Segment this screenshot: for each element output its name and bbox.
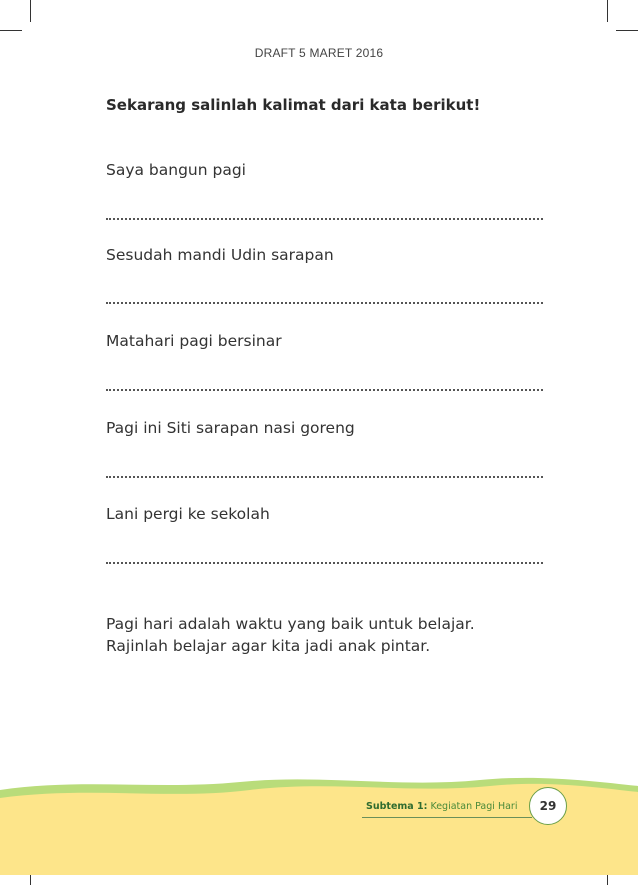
instruction-heading: Sekarang salinlah kalimat dari kata berikut! [106,96,481,114]
subtema-caption [366,801,517,812]
answer-line-5[interactable] [106,562,543,564]
exercise-sentence-5: Lani pergi ke sekolah [106,505,270,523]
subtema-title: Kegiatan Pagi Hari [430,801,518,812]
subtema-underline [362,817,532,818]
exercise-sentence-1: Saya bangun pagi [106,161,246,179]
closing-line-1: Pagi hari adalah waktu yang baik untuk belajar. [106,615,475,633]
draft-label: DRAFT 5 MARET 2016 [254,46,384,60]
answer-line-1[interactable] [106,218,543,220]
exercise-sentence-4: Pagi ini Siti sarapan nasi goreng [106,419,355,437]
answer-line-2[interactable] [106,302,543,304]
exercise-list [106,0,546,885]
exercise-sentence-3: Matahari pagi bersinar [106,332,282,350]
exercise-sentence-2: Sesudah mandi Udin sarapan [106,246,334,264]
page-number: 29 [539,799,557,813]
subtema-label: Subtema 1: [366,801,428,812]
closing-paragraph [106,613,475,657]
crop-mark-top-right-h [616,30,638,31]
page-number-badge [529,787,567,825]
crop-mark-top-left-v [30,0,31,22]
answer-line-4[interactable] [106,476,543,478]
crop-mark-top-left-h [0,30,22,31]
answer-line-3[interactable] [106,389,543,391]
closing-line-2: Rajinlah belajar agar kita jadi anak pintar. [106,637,431,655]
crop-mark-top-right-v [607,0,608,22]
